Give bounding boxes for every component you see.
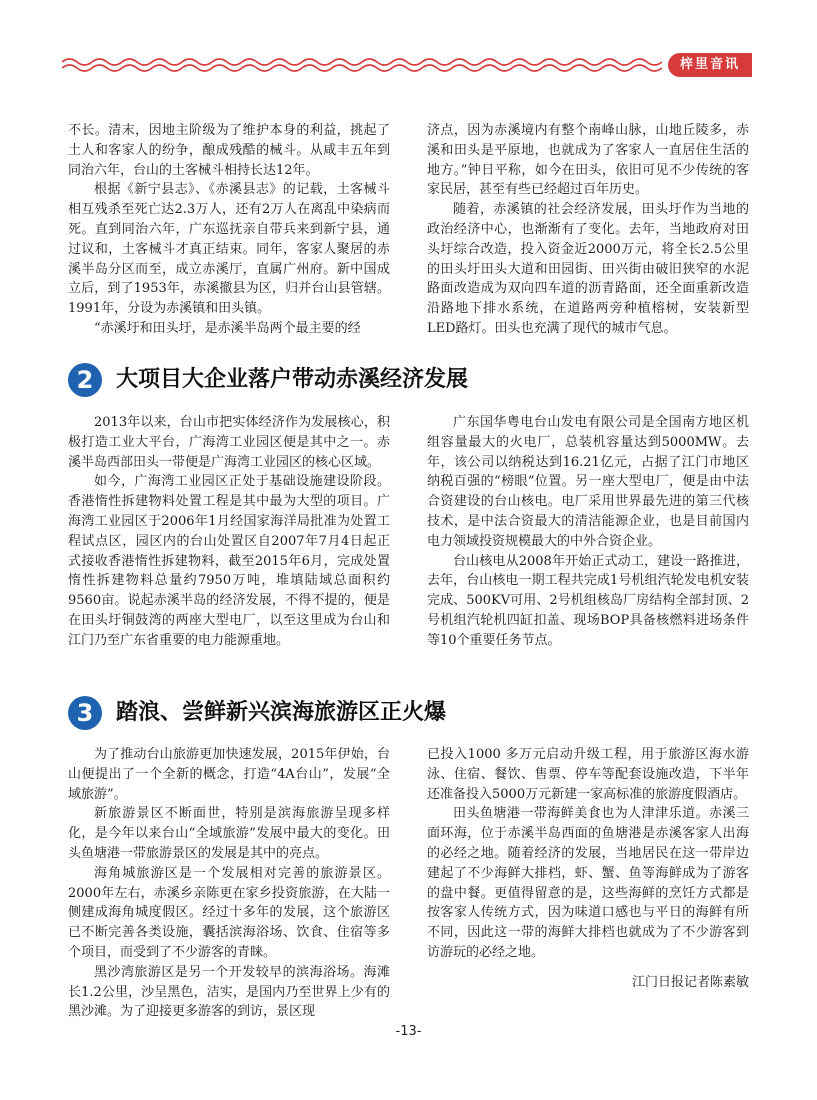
section-title: 大项目大企业落户带动赤溪经济发展	[116, 367, 469, 392]
section1-left-column	[68, 121, 390, 339]
header-wave-divider	[62, 58, 662, 72]
paragraph: 台山核电从2008年开始正式动工，建设一路推进，去年，台山核电一期工程共完成1号机组汽轮发电机安装完成、500KV可用、2号机组核岛厂房结构全部封顶、2号机组汽轮机四缸扣盖、现场BOP具备核燃料进场条件等10个重要任务节点。	[427, 553, 749, 648]
paragraph: 广东国华粤电台山发电有限公司是全国南方地区机组容量最大的火电厂，总装机容量达到5000MW。去年，该公司以纳税达到16.21亿元，占据了江门市地区纳税百强的“榜眼”位置。另一座大型电厂，便是由中法合资建设的台山核电。电厂采用世界最先进的第三代核技术，是中法合资最大的清洁能源企业，也是目前国内电力领域投资规模最大的中外合资企业。	[427, 415, 749, 549]
section3-left-column	[68, 745, 390, 1022]
section1-right-column	[427, 121, 749, 339]
paragraph: 随着，赤溪镇的社会经济发展，田头圩作为当地的政治经济中心，也渐渐有了变化。去年，当地政府对田头圩综合改造，投入资金近2000万元，将全长2.5公里的田头圩田头大道和田园街、田兴街由破旧狭窄的水泥路面改造成为双向四车道的沥青路面，还全面重新改造沿路地下排水系统，在道路两旁种植榕树，安装新型LED路灯。田头也充满了现代的城市气息。	[427, 202, 749, 336]
section-2-heading	[68, 361, 758, 401]
section-number-badge: 2	[68, 363, 102, 397]
paragraph: 不长。清末，因地主阶级为了维护本身的利益，挑起了土人和客家人的纷争，酿成残酷的械斗。从咸丰五年到同治六年，台山的土客械斗相持长达12年。	[68, 123, 390, 178]
page-number: -13-	[395, 1024, 422, 1039]
paragraph: 黑沙湾旅游区是另一个开发较早的滨海浴场。海滩长1.2公里，沙呈黑色，洁实，是国内乃至世界上少有的黑沙滩。为了迎接更多游客的到访，景区现	[68, 964, 390, 1020]
paragraph: “赤溪圩和田头圩，是赤溪半岛两个最主要的经	[94, 320, 361, 336]
paragraph: 新旅游景区不断面世，特别是滨海旅游呈现多样化，是今年以来台山“全域旅游”发展中最大的变化。田头鱼塘港一带旅游景区的发展是其中的亮点。	[68, 806, 390, 861]
paragraph: 根据《新宁县志》、《赤溪县志》的记载，土客械斗相互残杀至死亡达2.3万人，还有2万人在离乱中染病而死。直到同治六年，广东巡抚亲自带兵来到新宁县，通过议和，土客械斗才真正结束。同年，客家人聚居的赤溪半岛分区而至，成立赤溪厅，直属广州府。新中国成立后，到了1953年，赤溪撤县为区，归并台山县管辖。1991年，分设为赤溪镇和田头镇。	[68, 182, 390, 317]
section3-right-column	[427, 745, 749, 993]
paragraph: 济点，因为赤溪境内有整个南峰山脉，山地丘陵多，赤溪和田头是平原地，也就成为了客家人一直居住生活的地方。”钟日平称，如今在田头，依旧可见不少传统的客家民居，甚至有些已经超过百年历史。	[427, 123, 749, 198]
paragraph: 为了推动台山旅游更加快速发展，2015年伊始，台山便提出了一个全新的概念，打造“4A台山”，发展“全域旅游”。	[68, 747, 390, 802]
section-title: 踏浪、尝鲜新兴滨海旅游区正火爆	[116, 700, 447, 725]
column-tag: 梓里音讯	[668, 53, 752, 77]
byline: 江门日报记者陈素敏	[631, 974, 749, 990]
paragraph: 海角城旅游区是一个发展相对完善的旅游景区。2000年左右，赤溪乡亲陈更在家乡投资旅游，在大陆一侧建成海角城度假区。经过十多年的发展，这个旅游区已不断完善各类设施，囊括滨海浴场、饮食、住宿等多个项目，而受到了不少游客的青睐。	[68, 865, 390, 960]
paragraph: 2013年以来，台山市把实体经济作为发展核心，积极打造工业大平台，广海湾工业园区便是其中之一。赤溪半岛西部田头一带便是广海湾工业园区的核心区域。	[68, 415, 390, 470]
paragraph: 已投入1000 多万元启动升级工程，用于旅游区海水游泳、住宿、餐饮、售票、停车等配套设施改造，下半年还准备投入5000万元新建一家高标准的旅游度假酒店。	[427, 747, 749, 802]
section2-right-column	[427, 413, 749, 651]
section-number-badge: 3	[68, 696, 102, 730]
section2-left-column	[68, 413, 390, 651]
paragraph: 如今，广海湾工业园区正处于基础设施建设阶段。香港惰性拆建物料处置工程是其中最为大型的项目。广海湾工业园区于2006年1月经国家海洋局批准为处置工程试点区，园区内的台山处置区自2007年7月4日起正式接收香港惰性拆建物料，截至2015年6月，完成处置惰性拆建物料总量约7950万吨，堆填陆域总面积约9560亩。说起赤溪半岛的经济发展，不得不提的，便是在田头圩铜鼓湾的两座大型电厂，以至这里成为台山和江门乃至广东省重要的电力能源重地。	[68, 474, 390, 648]
paragraph: 田头鱼塘港一带海鲜美食也为人津津乐道。赤溪三面环海，位于赤溪半岛西面的鱼塘港是赤溪客家人出海的必经之地。随着经济的发展，当地居民在这一带岸边建起了不少海鲜大排档，虾、蟹、鱼等海鲜成为了游客的盘中餐。更值得留意的是，这些海鲜的烹饪方式都是按客家人传统方式，因为味道口感也与平日的海鲜有所不同，因此这一带的海鲜大排档也就成为了不少游客到访游玩的必经之地。	[427, 806, 749, 960]
section-3-heading	[68, 694, 758, 734]
